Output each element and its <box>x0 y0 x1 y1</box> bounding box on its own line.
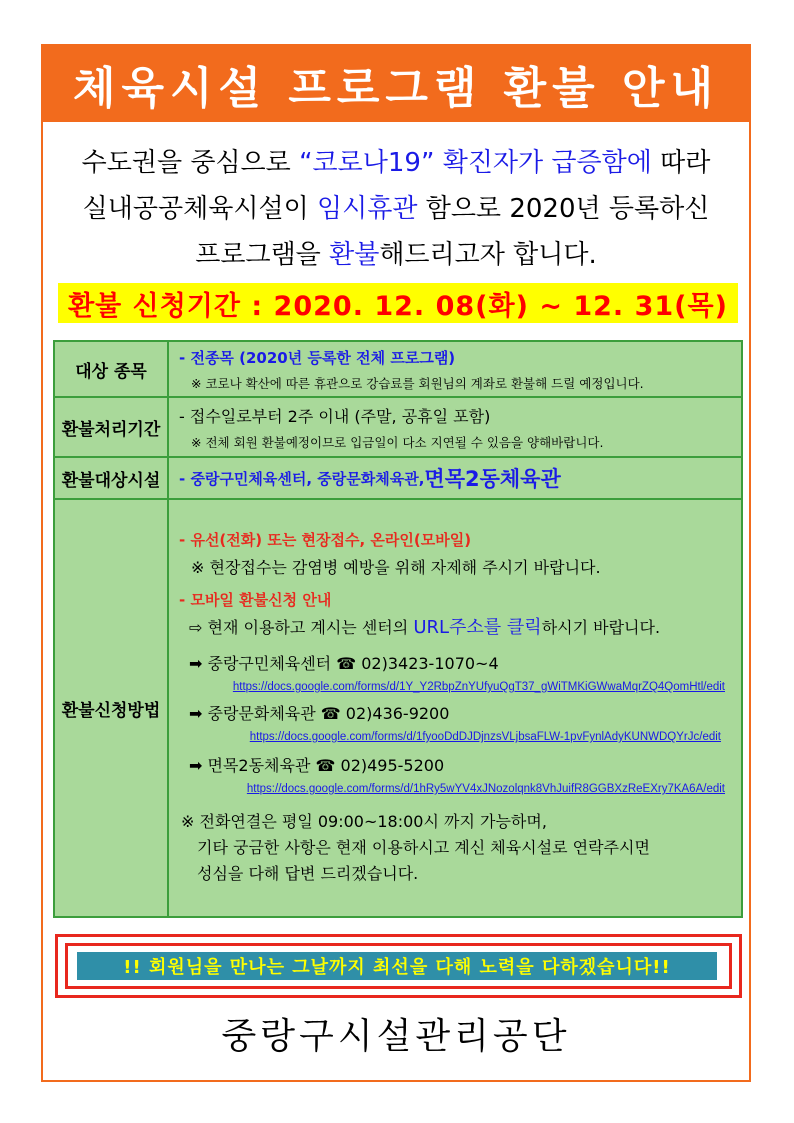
mobile-guide <box>179 616 731 640</box>
url-highlight: URL주소를 클릭 <box>413 617 542 638</box>
intro-text-segment: 따라 <box>651 148 711 178</box>
row-label: 대상 종목 <box>54 341 168 397</box>
row-content <box>168 499 742 917</box>
intro-line-1 <box>43 140 749 186</box>
mobile-guide-text: 하시기 바랍니다. <box>541 618 661 637</box>
intro-line-3 <box>43 232 749 278</box>
table-row <box>54 341 742 397</box>
intro-text-segment: 함으로 2020년 등록하신 <box>417 194 710 224</box>
method-title: - 유선(전화) 또는 현장접수, 온라인(모바일) <box>179 531 472 549</box>
page-title: 체육시설 프로그램 환불 안내 <box>72 63 719 114</box>
intro-highlight: 환불 <box>329 240 380 270</box>
row-label: 환불대상시설 <box>54 457 168 499</box>
info-table <box>53 340 743 918</box>
row-content <box>168 397 742 457</box>
title-banner <box>43 46 749 122</box>
refund-period-banner <box>58 283 738 323</box>
contact-note: 기타 궁금한 사항은 현재 이용하시고 계신 체육시설로 연락주시면 <box>197 838 650 857</box>
intro-text-segment: 수도권을 중심으로 <box>81 148 300 178</box>
row-label: 환불처리기간 <box>54 397 168 457</box>
target-items: - 전종목 (2020년 등록한 전체 프로그램) <box>179 348 456 367</box>
form-link[interactable]: https://docs.google.com/forms/d/1Y_Y2RbpZnYUfyuQgT37_gWiTMKiGWwaMqrZQ4QomHtl/edit <box>232 681 725 693</box>
intro-text-segment: 실내공공체육시설이 <box>82 194 317 224</box>
slogan-text: !! 회원님을 만나는 그날까지 최선을 다해 노력을 다하겠습니다!! <box>123 957 671 978</box>
intro-line-2 <box>43 186 749 232</box>
contact-note: ※ 전화연결은 평일 09:00~18:00시 까지 가능하며, <box>181 812 547 831</box>
organization-name: 중랑구시설관리공단 <box>221 1016 571 1057</box>
target-note: ※ 코로나 확산에 따른 휴관으로 강습료를 회원님의 계좌로 환불해 드릴 예정입니다. <box>191 375 644 391</box>
contact-note: 성심을 다해 답변 드리겠습니다. <box>197 864 419 883</box>
row-content <box>168 341 742 397</box>
center-contact: ➡ 면목2동체육관 ☎ 02)495-5200 <box>189 756 445 775</box>
mobile-guide-text: ⇨ 현재 이용하고 계시는 센터의 <box>189 618 414 637</box>
processing-note: ※ 전체 회원 환불예정이므로 입금일이 다소 지연될 수 있음을 양해바랍니다. <box>191 434 604 450</box>
intro-text-segment: 해드리고자 합니다. <box>379 240 597 270</box>
table-row <box>54 397 742 457</box>
form-link[interactable]: https://docs.google.com/forms/d/1fyooDdDJDjnzsVLjbsaFLW-1pvFynlAdyKUNWDQYrJc/edit <box>249 731 721 743</box>
table-row <box>54 499 742 917</box>
intro-text <box>43 140 749 278</box>
mobile-title: - 모바일 환불신청 안내 <box>179 591 332 609</box>
slogan-banner <box>77 952 717 980</box>
intro-highlight: “코로나19” 확진자가 급증함에 <box>299 148 652 178</box>
refund-period: 환불 신청기간 : 2020. 12. 08(화) ~ 12. 31(목) <box>68 290 728 322</box>
center-contact: ➡ 중랑문화체육관 ☎ 02)436-9200 <box>189 704 450 723</box>
intro-highlight: 임시휴관 <box>316 194 418 224</box>
facility-highlight: 면목2동체육관 <box>424 467 561 491</box>
form-link[interactable]: https://docs.google.com/forms/d/1hRy5wYV4xJNozolqnk8VhJuifR8GGBXzReEXry7KA6A/edit <box>246 783 725 795</box>
row-content <box>168 457 742 499</box>
method-note: ※ 현장접수는 감염병 예방을 위해 자제해 주시기 바랍니다. <box>191 558 601 577</box>
row-label: 환불신청방법 <box>54 499 168 917</box>
table-row <box>54 457 742 499</box>
center-contact: ➡ 중랑구민체육센터 ☎ 02)3423-1070~4 <box>189 654 499 673</box>
facility-list: - 중랑구민체육센터, 중랑문화체육관, <box>179 469 425 488</box>
intro-text-segment: 프로그램을 <box>195 240 330 270</box>
processing-period: - 접수일로부터 2주 이내 (주말, 공휴일 포함) <box>179 406 491 426</box>
